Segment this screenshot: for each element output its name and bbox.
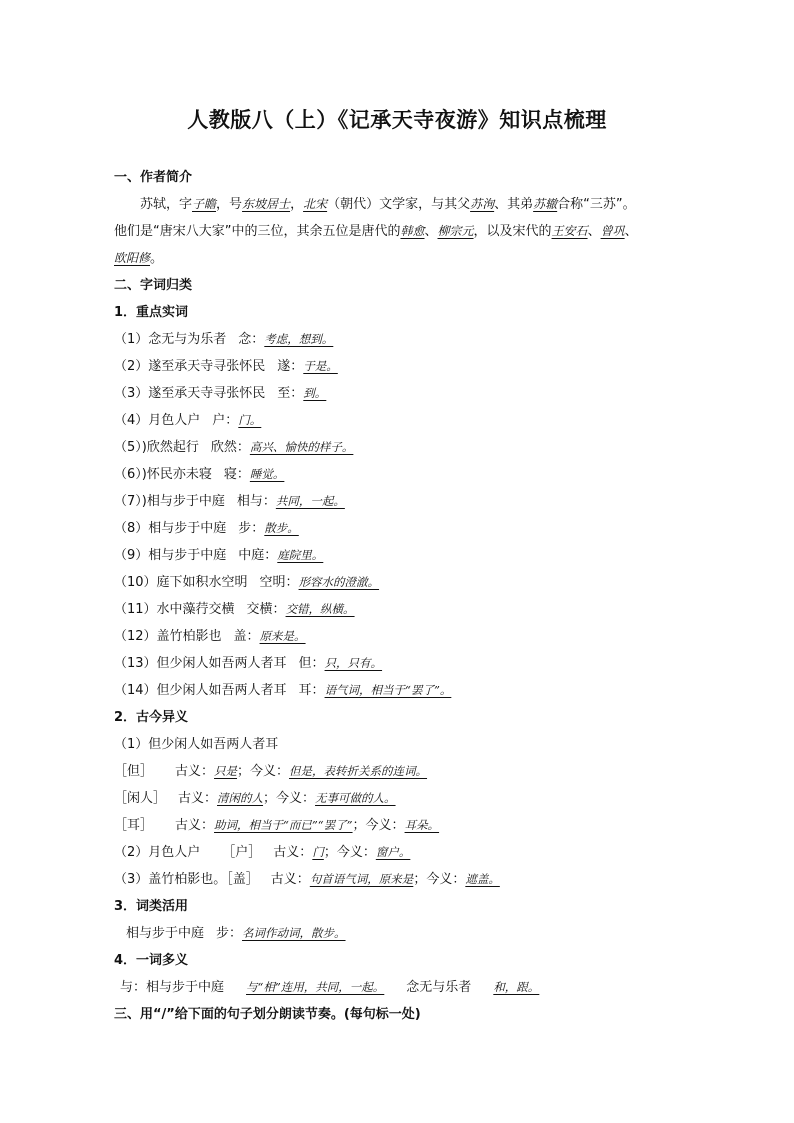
keyword: 遂： (277, 359, 304, 374)
subsection-heading-ancient-modern: 2．古今异义 (114, 710, 189, 725)
sentence: （3）遂至承天寺寻张怀民 (114, 386, 266, 401)
text: 合称“三苏”。 (557, 197, 636, 212)
keyword: 欣然： (210, 440, 250, 455)
answer: 只，只有。 (324, 656, 383, 670)
text: 古义： (273, 845, 313, 860)
answer: 耳朵。 (404, 818, 440, 832)
text: ；今义： (413, 872, 466, 887)
sentence: （8）相与步于中庭 (114, 521, 227, 536)
keyword: 耳： (298, 683, 325, 698)
key-word-item (114, 434, 694, 461)
document-title: 人教版八（上）《记承天寺夜游》知识点梳理 (187, 108, 607, 132)
answer: 到。 (303, 386, 327, 400)
answer: 名词作动词，散步。 (242, 926, 346, 940)
text: 他们是“唐宋八大家”中的三位，其余五位是唐代的 (114, 224, 401, 239)
word-tag: ［但］ (114, 764, 154, 779)
sentence: （5）)欣然起行 (114, 440, 199, 455)
answer: 散步。 (264, 521, 299, 535)
text: ，号 (216, 197, 243, 212)
text: ；今义： (352, 818, 405, 833)
answer-pseudonym: 东坡居士 (242, 197, 291, 211)
answer: 窗户。 (375, 845, 411, 859)
answer: 门 (312, 845, 324, 859)
text: 、 (587, 224, 601, 239)
answer: 交错，纵横。 (285, 602, 355, 616)
answer: 形容水的澄澈。 (298, 575, 380, 589)
answer: 和，跟。 (493, 980, 540, 994)
answer-han-yu: 韩愈 (400, 224, 425, 238)
sentence: （7）)相与步于中庭 (114, 494, 225, 509)
ancient-modern-gai (114, 866, 694, 893)
sentence: 相与步于中庭 (146, 980, 225, 995)
sentence: （3）盖竹柏影也。 (114, 872, 227, 887)
document-content (114, 164, 694, 1028)
sentence: （2）月色人户 (114, 845, 201, 860)
answer: 考虑，想到。 (264, 332, 334, 346)
key-word-item (114, 380, 694, 407)
answer-dynasty: 北宋 (303, 197, 328, 211)
key-word-item (114, 542, 694, 569)
answer-brother: 苏辙 (533, 197, 558, 211)
text: 苏轼，字 (140, 197, 193, 212)
text: ，以及宋代的 (473, 224, 552, 239)
keyword: 步： (216, 926, 243, 941)
text: ；今义： (263, 791, 316, 806)
text: 古义： (175, 764, 215, 779)
sentence: （11）水中藻荇交横 (114, 602, 235, 617)
subsection-heading-key-words: 1．重点实词 (114, 305, 189, 320)
key-word-item (114, 650, 694, 677)
keyword: 交横： (246, 602, 286, 617)
word-class-item (114, 920, 694, 947)
answer: 语气词，相当于“罢了”。 (324, 683, 452, 697)
keyword: 寝： (223, 467, 250, 482)
section-heading-vocabulary: 二、字词归类 (114, 278, 193, 293)
keyword: 步： (238, 521, 265, 536)
sentence: （12）盖竹柏影也 (114, 629, 222, 644)
answer: 高兴、愉快的样子。 (249, 440, 354, 454)
sentence: （13）但少闲人如吾两人者耳 (114, 656, 287, 671)
answer: 于是。 (303, 359, 338, 373)
sentence: （1）念无与为乐者 (114, 332, 227, 347)
section-heading-author: 一、作者简介 (114, 170, 193, 185)
sentence: （9）相与步于中庭 (114, 548, 227, 563)
keyword: 中庭： (238, 548, 278, 563)
ancient-modern-dan (114, 758, 694, 785)
keyword: 户： (212, 413, 239, 428)
text: 古义： (270, 872, 310, 887)
key-word-item (114, 596, 694, 623)
key-word-item (114, 461, 694, 488)
text: ， (290, 197, 304, 212)
word-tag: ［户］ (222, 845, 262, 860)
answer: 清闲的人 (217, 791, 264, 805)
keyword: 但： (298, 656, 325, 671)
sentence: 相与步于中庭 (126, 926, 205, 941)
section-heading-reading-rhythm: 三、用“/”给下面的句子划分朗读节奏。(每句标一处) (114, 1007, 421, 1022)
keyword: 与： (120, 980, 147, 995)
author-paragraph-line-2 (114, 218, 694, 245)
answer: 助词，相当于“而已”“罢了” (214, 818, 353, 832)
answer-ouyang-xiu: 欧阳修 (114, 251, 151, 265)
ancient-modern-xianren (114, 785, 694, 812)
keyword: 至： (277, 386, 304, 401)
text: 、其弟 (494, 197, 534, 212)
subsection-heading-word-class: 3．词类活用 (114, 899, 189, 914)
sentence: （6）)怀民亦未寝 (114, 467, 212, 482)
ancient-modern-er (114, 812, 694, 839)
author-paragraph-line-3 (114, 245, 694, 272)
text: 、 (624, 224, 638, 239)
word-tag: ［盖］ (226, 872, 259, 887)
answer: 与“相”连用，共同，一起。 (246, 980, 385, 994)
key-words-list (114, 326, 694, 704)
answer-wang-anshi: 王安石 (551, 224, 588, 238)
key-word-item (114, 623, 694, 650)
answer: 只是 (214, 764, 238, 778)
answer-father: 苏洵 (470, 197, 495, 211)
text: 古义： (175, 818, 215, 833)
answer: 门。 (238, 413, 262, 427)
author-paragraph-line-1 (114, 191, 694, 218)
key-word-item (114, 569, 694, 596)
ancient-modern-sentence-1: （1）但少闲人如吾两人者耳 (114, 737, 279, 752)
word-tag: ［闲人］ (114, 791, 167, 806)
sentence: 念无与乐者 (406, 980, 472, 995)
answer: 但是，表转折关系的连词。 (289, 764, 428, 778)
answer: 庭院里。 (277, 548, 324, 562)
text: 古义： (178, 791, 218, 806)
answer: 句首语气词，原来是 (309, 872, 414, 886)
answer: 共同，一起。 (275, 494, 345, 508)
text: （朝代）文学家，与其父 (327, 197, 471, 212)
keyword: 相与： (236, 494, 276, 509)
sentence: （10）庭下如积水空明 (114, 575, 248, 590)
keyword: 盖： (233, 629, 260, 644)
polysemy-item (114, 974, 694, 1001)
answer-liu-zongyuan: 柳宗元 (437, 224, 474, 238)
subsection-heading-polysemy: 4．一词多义 (114, 953, 189, 968)
answer: 遮盖。 (465, 872, 500, 886)
text: ；今义： (323, 845, 376, 860)
answer-courtesy-name: 子瞻 (192, 197, 217, 211)
sentence: （2）遂至承天寺寻张怀民 (114, 359, 266, 374)
text: 。 (150, 251, 164, 266)
sentence: （14）但少闲人如吾两人者耳 (114, 683, 287, 698)
key-word-item (114, 515, 694, 542)
answer: 无事可做的人。 (315, 791, 396, 805)
key-word-item (114, 326, 694, 353)
answer-zeng-gong: 曾巩 (600, 224, 625, 238)
key-word-item (114, 353, 694, 380)
answer: 原来是。 (259, 629, 306, 643)
ancient-modern-hu (114, 839, 694, 866)
keyword: 念： (238, 332, 265, 347)
sentence: （4）月色人户 (114, 413, 201, 428)
key-word-item (114, 677, 694, 704)
text: ；今义： (237, 764, 290, 779)
answer: 睡觉。 (249, 467, 285, 481)
word-tag: ［耳］ (114, 818, 154, 833)
keyword: 空明： (259, 575, 299, 590)
text: 、 (424, 224, 438, 239)
key-word-item (114, 488, 694, 515)
key-word-item (114, 407, 694, 434)
